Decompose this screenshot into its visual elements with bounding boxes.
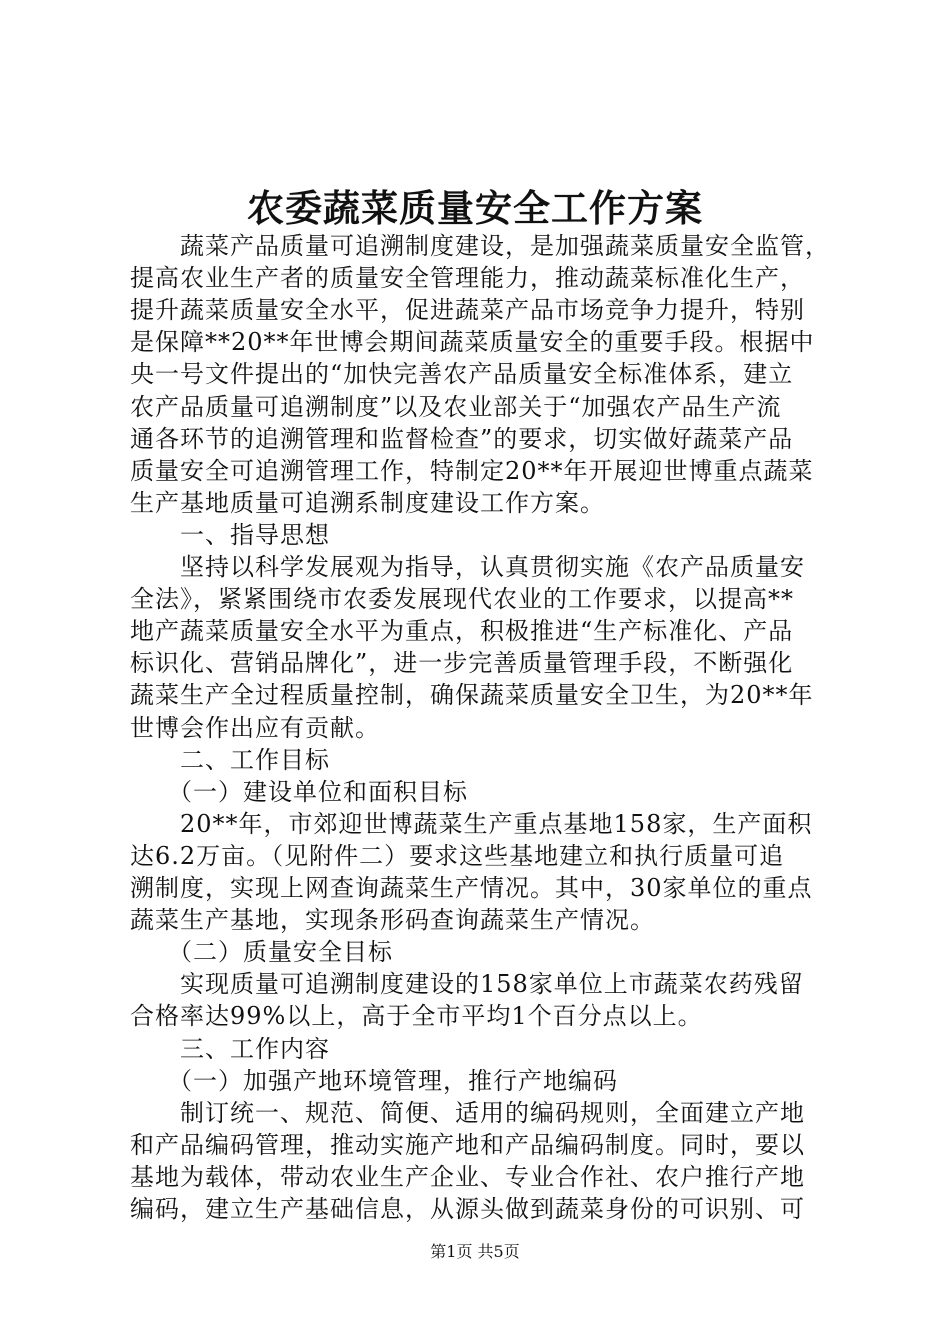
body-line: 农产品质量可追溯制度”以及农业部关于“加强农产品生产流 bbox=[130, 392, 782, 421]
body-line: 三、工作内容 bbox=[130, 1034, 330, 1063]
body-line: 通各环节的追溯管理和监督检查”的要求，切实做好蔬菜产品 bbox=[130, 424, 794, 453]
body-line: 坚持以科学发展观为指导，认真贯彻实施《农产品质量安 bbox=[130, 553, 805, 581]
body-line: 达6.2万亩。（见附件二）要求这些基地建立和执行质量可追 bbox=[130, 841, 785, 870]
body-line: 地产蔬菜质量安全水平为重点，积极推进“生产标准化、产品 bbox=[130, 617, 794, 646]
body-line: 世博会作出应有贡献。 bbox=[130, 713, 380, 742]
body-line: 蔬菜生产全过程质量控制，确保蔬菜质量安全卫生，为20**年 bbox=[130, 681, 814, 710]
body-line: （一）加强产地环境管理，推行产地编码 bbox=[130, 1066, 618, 1095]
body-line: 提升蔬菜质量安全水平，促进蔬菜产品市场竞争力提升，特别 bbox=[130, 296, 805, 325]
body-line: 基地为载体，带动农业生产企业、专业合作社、农户推行产地 bbox=[130, 1162, 805, 1191]
body-line: （一）建设单位和面积目标 bbox=[130, 777, 468, 806]
body-line: 实现质量可追溯制度建设的158家单位上市蔬菜农药残留 bbox=[130, 970, 804, 999]
body-line: 合格率达99%以上，高于全市平均1个百分点以上。 bbox=[130, 1002, 703, 1031]
body-line: 标识化、营销品牌化”，进一步完善质量管理手段，不断强化 bbox=[130, 649, 794, 678]
body-line: 和产品编码管理，推动实施产地和产品编码制度。同时，要以 bbox=[130, 1130, 805, 1159]
body-line: 20**年，市郊迎世博蔬菜生产重点基地158家，生产面积 bbox=[130, 809, 813, 838]
body-line: 蔬菜产品质量可追溯制度建设，是加强蔬菜质量安全监管， bbox=[130, 232, 830, 260]
body-line: 央一号文件提出的“加快完善农产品质量安全标准体系，建立 bbox=[130, 360, 794, 389]
body-line: 全法》，紧紧围绕市农委发展现代农业的工作要求，以提高** bbox=[130, 585, 794, 614]
body-line: 生产基地质量可追溯系制度建设工作方案。 bbox=[130, 488, 605, 517]
body-line: 蔬菜生产基地，实现条形码查询蔬菜生产情况。 bbox=[130, 906, 655, 935]
document-title: 农委蔬菜质量安全工作方案 bbox=[247, 186, 703, 230]
body-line: （二）质量安全目标 bbox=[130, 938, 393, 967]
body-line: 制订统一、规范、简便、适用的编码规则，全面建立产地 bbox=[130, 1098, 805, 1127]
body-line: 质量安全可追溯管理工作，特制定20**年开展迎世博重点蔬菜 bbox=[130, 456, 814, 485]
body-line: 一、指导思想 bbox=[130, 520, 330, 549]
body-line: 二、工作目标 bbox=[130, 745, 330, 774]
body-line: 提高农业生产者的质量安全管理能力，推动蔬菜标准化生产， bbox=[130, 264, 805, 293]
body-line: 是保障**20**年世博会期间蔬菜质量安全的重要手段。根据中 bbox=[130, 328, 815, 357]
body-line: 溯制度，实现上网查询蔬菜生产情况。其中，30家单位的重点 bbox=[130, 874, 813, 902]
page-footer: 第1页 共5页 bbox=[430, 1242, 520, 1261]
body-line: 编码，建立生产基础信息，从源头做到蔬菜身份的可识别、可 bbox=[130, 1195, 805, 1223]
